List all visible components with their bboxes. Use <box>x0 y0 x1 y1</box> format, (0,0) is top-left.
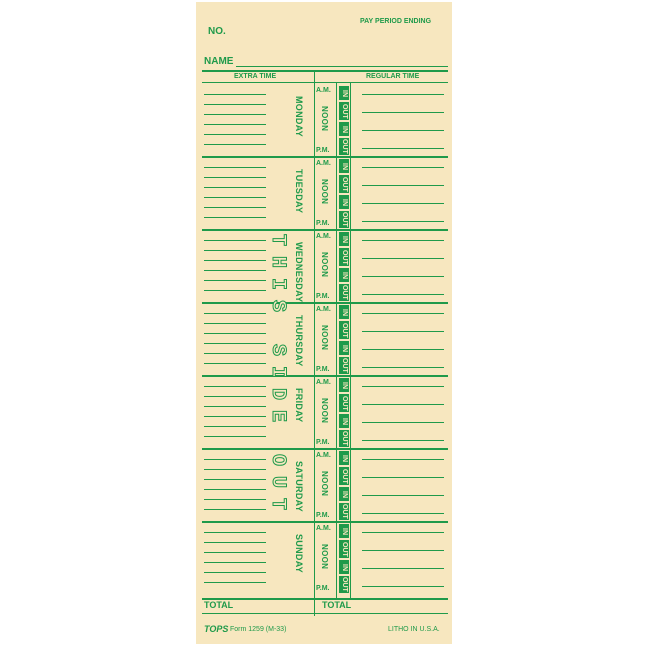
total-bottom-rule <box>202 613 448 614</box>
noon-label: NOON <box>320 398 329 424</box>
regular-time-line <box>362 550 444 551</box>
punch-out-marker: OUT <box>341 468 348 484</box>
extra-time-line <box>204 187 266 188</box>
extra-time-line <box>204 313 266 314</box>
day-name: MONDAY <box>294 96 304 137</box>
day-row-tuesday <box>196 157 452 230</box>
regular-time-line <box>362 367 444 368</box>
extra-time-line <box>204 270 266 271</box>
extra-time-line <box>204 134 266 135</box>
am-label: A.M. <box>316 452 331 459</box>
extra-time-line <box>204 363 266 364</box>
extra-time-line <box>204 260 266 261</box>
punch-in-marker: IN <box>339 487 349 501</box>
regular-time-line <box>362 404 444 405</box>
regular-time-line <box>362 276 444 277</box>
extra-time-line <box>204 114 266 115</box>
extra-time-line <box>204 323 266 324</box>
noon-label: NOON <box>320 106 329 132</box>
noon-label: NOON <box>320 544 329 570</box>
extra-time-line <box>204 542 266 543</box>
extra-time-line <box>204 124 266 125</box>
regular-time-line <box>362 167 444 168</box>
noon-label: NOON <box>320 325 329 351</box>
punch-in-marker: IN <box>339 195 349 209</box>
punch-out-marker: OUT <box>341 249 348 265</box>
extra-time-line <box>204 499 266 500</box>
punch-in-marker: IN <box>339 268 349 282</box>
extra-time-line <box>204 217 266 218</box>
pm-label: P.M. <box>316 512 330 519</box>
am-label: A.M. <box>316 160 331 167</box>
day-row-friday <box>196 376 452 449</box>
punch-in-marker: IN <box>339 86 349 100</box>
extra-time-line <box>204 144 266 145</box>
punch-out-marker: OUT <box>341 577 348 592</box>
header-rule <box>202 70 448 72</box>
regular-time-line <box>362 130 444 131</box>
extra-time-line <box>204 250 266 251</box>
extra-time-line <box>204 167 266 168</box>
regular-time-line <box>362 459 444 460</box>
day-name: THURSDAY <box>294 315 304 367</box>
punch-out-marker: OUT <box>341 103 348 119</box>
total-regular-label: TOTAL <box>322 600 352 610</box>
punch-in-marker: IN <box>339 232 349 246</box>
punch-out-marker: OUT <box>341 285 348 300</box>
day-row-thursday <box>196 303 452 376</box>
punch-in-marker: IN <box>339 122 349 136</box>
punch-in-marker: IN <box>339 560 349 574</box>
extra-time-line <box>204 353 266 354</box>
regular-time-line <box>362 495 444 496</box>
extra-time-line <box>204 177 266 178</box>
regular-time-line <box>362 240 444 241</box>
punch-out-marker: OUT <box>341 176 348 192</box>
extra-time-label: EXTRA TIME <box>234 73 277 80</box>
extra-time-line <box>204 509 266 510</box>
this-side-out-overlay: THIS SIDE OUT <box>266 234 289 521</box>
am-label: A.M. <box>316 233 331 240</box>
extra-time-line <box>204 280 266 281</box>
extra-time-line <box>204 469 266 470</box>
regular-time-line <box>362 203 444 204</box>
regular-time-line <box>362 477 444 478</box>
regular-time-line <box>362 313 444 314</box>
extra-time-line <box>204 104 266 105</box>
punch-in-marker: IN <box>339 524 349 538</box>
noon-label: NOON <box>320 471 329 497</box>
regular-time-line <box>362 258 444 259</box>
extra-time-line <box>204 489 266 490</box>
regular-time-line <box>362 513 444 514</box>
pm-label: P.M. <box>316 585 330 592</box>
noon-label: NOON <box>320 252 329 278</box>
am-label: A.M. <box>316 379 331 386</box>
regular-time-line <box>362 331 444 332</box>
day-row-sunday <box>196 522 452 595</box>
extra-time-line <box>204 197 266 198</box>
extra-time-line <box>204 459 266 460</box>
punch-out-marker: OUT <box>341 212 348 227</box>
extra-time-line <box>204 406 266 407</box>
punch-out-marker: OUT <box>341 431 348 446</box>
punch-in-marker: IN <box>339 378 349 392</box>
regular-time-line <box>362 112 444 113</box>
name-label: NAME <box>204 56 234 67</box>
extra-time-line <box>204 290 266 291</box>
day-name: FRIDAY <box>294 388 304 423</box>
punch-out-marker: OUT <box>341 541 348 557</box>
regular-time-line <box>362 440 444 441</box>
pm-label: P.M. <box>316 439 330 446</box>
regular-time-line <box>362 532 444 533</box>
am-label: A.M. <box>316 87 331 94</box>
day-name: TUESDAY <box>294 169 304 214</box>
pm-label: P.M. <box>316 220 330 227</box>
extra-time-line <box>204 343 266 344</box>
regular-time-line <box>362 221 444 222</box>
column-header-rule <box>202 82 448 83</box>
punch-in-marker: IN <box>339 451 349 465</box>
extra-time-line <box>204 532 266 533</box>
pm-label: P.M. <box>316 147 330 154</box>
regular-time-line <box>362 185 444 186</box>
extra-time-line <box>204 396 266 397</box>
day-row-monday <box>196 84 452 157</box>
punch-out-marker: OUT <box>341 322 348 338</box>
extra-time-line <box>204 426 266 427</box>
regular-time-line <box>362 94 444 95</box>
punch-in-marker: IN <box>339 305 349 319</box>
extra-time-line <box>204 416 266 417</box>
punch-out-marker: OUT <box>341 504 348 519</box>
pay-period-label: PAY PERIOD ENDING <box>360 18 432 25</box>
extra-time-line <box>204 582 266 583</box>
punch-in-marker: IN <box>339 159 349 173</box>
extra-time-line <box>204 572 266 573</box>
total-extra-label: TOTAL <box>204 600 234 610</box>
regular-time-line <box>362 349 444 350</box>
day-name: WEDNESDAY <box>294 242 304 303</box>
punch-in-marker: IN <box>339 414 349 428</box>
extra-time-line <box>204 436 266 437</box>
number-label: NO. <box>208 26 226 37</box>
extra-time-line <box>204 94 266 95</box>
form-number: Form 1259 (M-33) <box>230 626 287 633</box>
noon-label: NOON <box>320 179 329 205</box>
regular-time-label: REGULAR TIME <box>366 73 420 80</box>
day-row-saturday <box>196 449 452 522</box>
regular-time-line <box>362 586 444 587</box>
extra-time-line <box>204 386 266 387</box>
punch-out-marker: OUT <box>341 358 348 373</box>
day-name: SATURDAY <box>294 461 304 512</box>
extra-time-line <box>204 240 266 241</box>
pm-label: P.M. <box>316 293 330 300</box>
time-card <box>196 2 452 644</box>
litho-label: LITHO IN U.S.A. <box>388 626 440 633</box>
extra-time-line <box>204 562 266 563</box>
am-label: A.M. <box>316 306 331 313</box>
regular-time-line <box>362 294 444 295</box>
extra-time-line <box>204 479 266 480</box>
day-name: SUNDAY <box>294 534 304 573</box>
am-label: A.M. <box>316 525 331 532</box>
regular-time-line <box>362 148 444 149</box>
extra-time-line <box>204 552 266 553</box>
regular-time-line <box>362 568 444 569</box>
regular-time-line <box>362 386 444 387</box>
extra-time-line <box>204 333 266 334</box>
tops-logo: TOPS <box>204 624 229 634</box>
name-line <box>236 66 448 67</box>
extra-time-line <box>204 207 266 208</box>
pm-label: P.M. <box>316 366 330 373</box>
punch-out-marker: OUT <box>341 395 348 411</box>
regular-time-line <box>362 422 444 423</box>
punch-in-marker: IN <box>339 341 349 355</box>
day-row-wednesday <box>196 230 452 303</box>
punch-out-marker: OUT <box>341 139 348 154</box>
